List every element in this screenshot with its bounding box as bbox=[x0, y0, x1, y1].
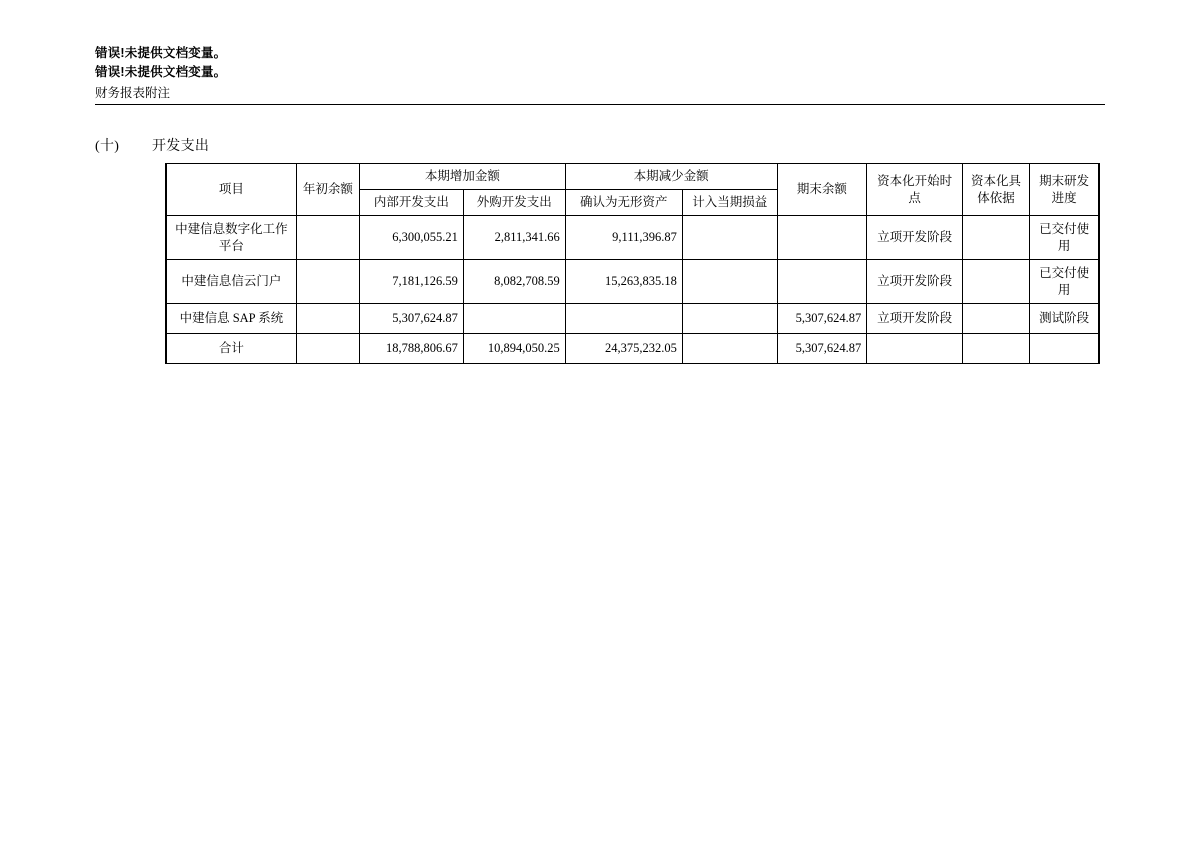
header-item: 项目 bbox=[166, 164, 296, 216]
cell-begin-balance bbox=[296, 334, 359, 364]
cell-decrease-intangible: 24,375,232.05 bbox=[565, 334, 682, 364]
header-line-2: 错误!未提供文档变量。 bbox=[95, 65, 227, 79]
table-header-row-1 bbox=[166, 164, 1099, 190]
header-increase-group: 本期增加金额 bbox=[360, 164, 566, 190]
header-decrease-profit: 计入当期损益 bbox=[682, 190, 777, 216]
cell-capitalize-start: 立项开发阶段 bbox=[867, 260, 963, 304]
section-heading bbox=[95, 135, 209, 155]
header-increase-external: 外购开发支出 bbox=[463, 190, 565, 216]
cell-end-balance: 5,307,624.87 bbox=[777, 334, 867, 364]
cell-decrease-profit bbox=[682, 216, 777, 260]
header-capitalize-start: 资本化开始时点 bbox=[867, 164, 963, 216]
page-header bbox=[95, 44, 1105, 103]
cell-item: 中建信息 SAP 系统 bbox=[166, 304, 296, 334]
cell-rd-progress: 已交付使用 bbox=[1030, 260, 1099, 304]
cell-capitalize-basis bbox=[962, 304, 1029, 334]
cell-rd-progress bbox=[1030, 334, 1099, 364]
cell-increase-external: 2,811,341.66 bbox=[463, 216, 565, 260]
cell-capitalize-start: 立项开发阶段 bbox=[867, 216, 963, 260]
header-decrease-group: 本期减少金额 bbox=[565, 164, 777, 190]
cell-end-balance: 5,307,624.87 bbox=[777, 304, 867, 334]
development-expenditure-table bbox=[165, 163, 1100, 364]
section-number: (十) bbox=[95, 139, 120, 154]
cell-begin-balance bbox=[296, 260, 359, 304]
cell-increase-external bbox=[463, 304, 565, 334]
header-divider bbox=[95, 104, 1105, 105]
table-row bbox=[166, 260, 1099, 304]
cell-capitalize-basis bbox=[962, 216, 1029, 260]
cell-increase-internal: 7,181,126.59 bbox=[360, 260, 464, 304]
cell-capitalize-basis bbox=[962, 260, 1029, 304]
cell-decrease-profit bbox=[682, 334, 777, 364]
cell-increase-internal: 5,307,624.87 bbox=[360, 304, 464, 334]
cell-decrease-profit bbox=[682, 260, 777, 304]
cell-increase-external: 10,894,050.25 bbox=[463, 334, 565, 364]
cell-capitalize-basis bbox=[962, 334, 1029, 364]
cell-begin-balance bbox=[296, 216, 359, 260]
cell-begin-balance bbox=[296, 304, 359, 334]
cell-item: 中建信息信云门户 bbox=[166, 260, 296, 304]
header-line-1: 错误!未提供文档变量。 bbox=[95, 46, 227, 60]
cell-decrease-intangible bbox=[565, 304, 682, 334]
cell-end-balance bbox=[777, 260, 867, 304]
header-decrease-intangible: 确认为无形资产 bbox=[565, 190, 682, 216]
cell-decrease-profit bbox=[682, 304, 777, 334]
cell-increase-internal: 6,300,055.21 bbox=[360, 216, 464, 260]
table-row-total bbox=[166, 334, 1099, 364]
cell-decrease-intangible: 9,111,396.87 bbox=[565, 216, 682, 260]
cell-rd-progress: 已交付使用 bbox=[1030, 216, 1099, 260]
header-end-balance: 期末余额 bbox=[777, 164, 867, 216]
cell-increase-external: 8,082,708.59 bbox=[463, 260, 565, 304]
table-row bbox=[166, 216, 1099, 260]
header-line-3: 财务报表附注 bbox=[95, 86, 171, 100]
cell-item: 合计 bbox=[166, 334, 296, 364]
cell-increase-internal: 18,788,806.67 bbox=[360, 334, 464, 364]
header-begin-balance: 年初余额 bbox=[296, 164, 359, 216]
cell-end-balance bbox=[777, 216, 867, 260]
cell-capitalize-start: 立项开发阶段 bbox=[867, 304, 963, 334]
cell-rd-progress: 测试阶段 bbox=[1030, 304, 1099, 334]
cell-decrease-intangible: 15,263,835.18 bbox=[565, 260, 682, 304]
cell-capitalize-start bbox=[867, 334, 963, 364]
table-row bbox=[166, 304, 1099, 334]
header-increase-internal: 内部开发支出 bbox=[360, 190, 464, 216]
header-capitalize-basis: 资本化具体依据 bbox=[962, 164, 1029, 216]
cell-item: 中建信息数字化工作平台 bbox=[166, 216, 296, 260]
header-rd-progress: 期末研发进度 bbox=[1030, 164, 1099, 216]
section-title-text: 开发支出 bbox=[152, 139, 210, 154]
